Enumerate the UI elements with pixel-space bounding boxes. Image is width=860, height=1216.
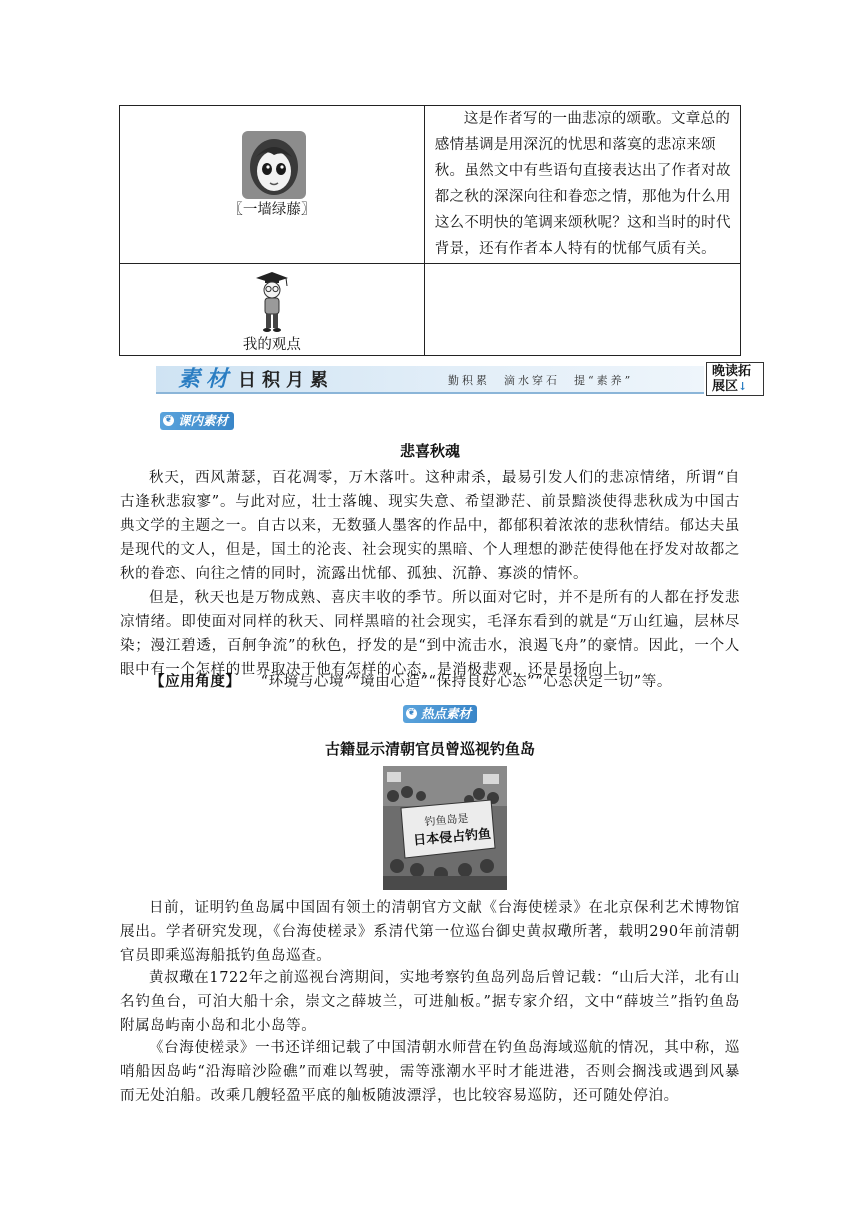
girl-avatar-icon bbox=[242, 131, 306, 199]
article-paragraph: 秋天，西风萧瑟，百花凋零，万木落叶。这种肃杀，最易引发人们的悲凉情绪，所谓“自古逢秋悲寂寥”。与此对应，壮士落魄、现实失意、希望渺茫、前景黯淡使得悲秋成为中国古典文学的主题之一。自古以来，无数骚人墨客的作品中，都郁积着浓浓的悲秋情结。郁达夫虽是现代的文人，但是，国土的沦丧、社会现实的黑暗、个人理想的渺茫使得他在抒发对故都之秋的眷恋、向往之情的同时，流露出忧郁、孤独、沉静、寡淡的情怀。 bbox=[120, 470, 740, 582]
protest-photo bbox=[383, 766, 507, 890]
table-row bbox=[120, 264, 741, 356]
section-tag-label: 课内素材 bbox=[178, 413, 229, 428]
application-angle bbox=[150, 670, 750, 694]
application-angle-text: “环境与心境”“境由心造”“保持良好心态”“心态决定一切”等。 bbox=[260, 674, 673, 690]
comment-text: 这是作者写的一曲悲凉的颂歌。文章总的感情基调是用深沉的忧思和落寞的悲凉来颂秋。虽然文中有些语句直接表达出了作者对故都之秋的深深向往和眷恋之情，那他为什么用这么不明快的笔调来颂秋呢？这和当时的时代背景，还有作者本人特有的忧郁气质有关。 bbox=[434, 111, 731, 257]
article-heading: 古籍显示清朝官员曾巡视钓鱼岛 bbox=[324, 740, 535, 758]
photo-sign-line1: 钓鱼岛是 bbox=[424, 811, 469, 829]
article-paragraph: 黄叔璥在1722年之前巡视台湾期间，实地考察钓鱼岛列岛后曾记载：“山后大洋，北有山名钓鱼台，可泊大船十余，崇文之薛坡兰，可进舢板。”据专家介绍，文中“薛坡兰”指钓鱼岛附属岛屿南小岛和北小岛等。 bbox=[120, 970, 740, 1034]
my-view-label: 我的观点 bbox=[242, 337, 301, 353]
article-paragraph: 但是，秋天也是万物成熟、喜庆丰收的季节。所以面对它时，并不是所有的人都在抒发悲凉情绪。即使面对同样的秋天、同样黑暗的社会现实，毛泽东看到的就是“万山红遍，层林尽染；漫江碧透，百舸争流”的秋色，抒发的是“到中流击水，浪遏飞舟”的豪情。因此，一个人眼中有一个怎样的世界取决于他有怎样的心态，是消极悲观，还是昂扬向上。 bbox=[120, 590, 740, 678]
leaf-icon: ❦ bbox=[407, 708, 416, 718]
article-paragraph: 日前，证明钓鱼岛属中国固有领土的清朝官方文献《台海使槎录》在北京保利艺术博物馆展出。学者研究发现，《台海使槎录》系清代第一位巡台御史黄叔璥所著，载明290年前清朝官员即乘巡海船抵钓鱼岛巡查。 bbox=[120, 900, 740, 964]
my-view-cell bbox=[120, 264, 425, 356]
comment-table bbox=[119, 105, 741, 356]
banner-title-accent: 素材 bbox=[178, 366, 235, 392]
avatar-caption: 〖一墙绿藤〗 bbox=[228, 202, 316, 218]
section-banner bbox=[156, 362, 766, 398]
table-row bbox=[120, 106, 741, 264]
application-angle-label: 【应用角度】 bbox=[150, 674, 241, 690]
arrow-down-icon: ↓ bbox=[738, 380, 748, 393]
reviewer-cell bbox=[120, 106, 425, 264]
my-view-answer-cell[interactable] bbox=[424, 264, 740, 356]
banner-slogan: 勤积累 滴水穿石 提“素养” bbox=[448, 374, 634, 387]
section-tag-hot bbox=[403, 705, 477, 723]
section-tag-in-class bbox=[160, 412, 234, 430]
extension-tag-text: 展区 bbox=[712, 379, 739, 394]
banner-title: 日积月累 bbox=[238, 370, 334, 391]
photo-sign-line2: 日本侵占钓鱼 bbox=[412, 826, 492, 849]
extension-area-tag[interactable] bbox=[706, 362, 764, 396]
extension-tag-line2 bbox=[712, 379, 763, 394]
article-heading: 悲喜秋魂 bbox=[399, 442, 460, 460]
article-paragraph: 《台海使槎录》一书还详细记载了中国清朝水师营在钓鱼岛海域巡航的情况，其中称，巡哨船因岛屿“沿海暗沙险礁”而难以驾驶，需等涨潮水平时才能进港，否则会搁浅或遇到风暴而无处泊船。改乘几艘轻盈平底的舢板随波漂浮，也比较容易巡防，还可随处停泊。 bbox=[120, 1040, 740, 1104]
comment-cell bbox=[424, 106, 740, 264]
scholar-cartoon-icon bbox=[252, 270, 292, 334]
leaf-icon: ❦ bbox=[164, 415, 173, 425]
section-tag-label: 热点素材 bbox=[421, 706, 472, 721]
extension-tag-line1: 晚读拓 bbox=[712, 364, 752, 379]
